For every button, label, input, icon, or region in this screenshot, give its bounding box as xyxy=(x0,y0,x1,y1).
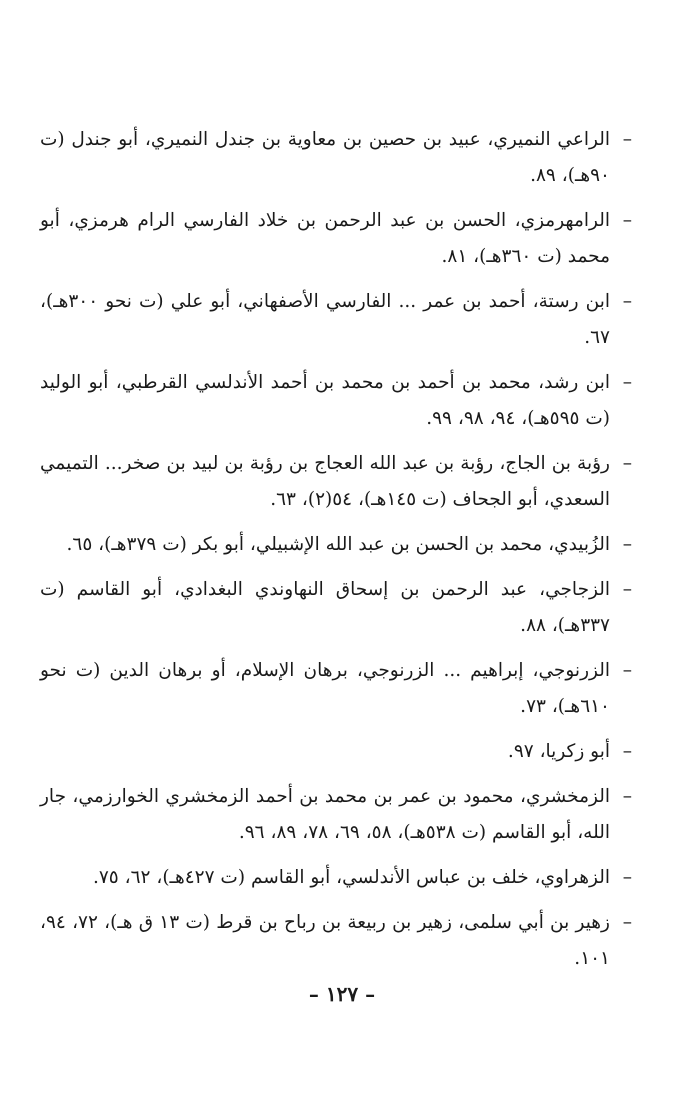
entry-dash: – xyxy=(622,210,632,231)
entry-dash: – xyxy=(622,372,632,393)
entry-text: الراعي النميري، عبيد بن حصين بن معاوية بن جندل النميري، أبو جندل (ت ٩٠هـ)، ٨٩. xyxy=(40,129,610,186)
index-entries xyxy=(40,122,632,986)
index-entry xyxy=(40,527,632,563)
entry-dash: – xyxy=(622,453,632,474)
entry-dash: – xyxy=(622,867,632,888)
entry-text: الزهراوي، خلف بن عباس الأندلسي، أبو القاسم (ت ٤٢٧هـ)، ٦٢، ٧٥. xyxy=(92,867,610,888)
entry-text: زهير بن أبي سلمى، زهير بن ربيعة بن رباح بن قرط (ت ١٣ ق هـ)، ٧٢، ٩٤، ١٠١. xyxy=(40,912,610,969)
index-entry xyxy=(40,779,632,851)
index-entry xyxy=(40,203,632,275)
entry-text: الزمخشري، محمود بن عمر بن محمد بن أحمد الزمخشري الخوارزمي، جار الله، أبو القاسم (ت ٥٣٨هـ)، ٥٨، ٦٩، ٧٨، ٨٩، ٩٦. xyxy=(40,786,610,843)
entry-text: الزرنوجي، إبراهيم ... الزرنوجي، برهان الإسلام، أو برهان الدين (ت نحو ٦١٠هـ)، ٧٣. xyxy=(40,660,610,717)
entry-text: الرامهرمزي، الحسن بن عبد الرحمن بن خلاد الفارسي الرام هرمزي، أبو محمد (ت ٣٦٠هـ)، ٨١. xyxy=(40,210,610,267)
entry-dash: – xyxy=(622,741,632,762)
entry-dash: – xyxy=(622,534,632,555)
index-entry xyxy=(40,653,632,725)
index-entry xyxy=(40,365,632,437)
index-entry xyxy=(40,734,632,770)
entry-dash: – xyxy=(622,660,632,681)
index-entry xyxy=(40,905,632,977)
page-number: – ١٢٧ – xyxy=(308,982,376,1006)
entry-dash: – xyxy=(622,912,632,933)
entry-text: الزُبيدي، محمد بن الحسن بن عبد الله الإشبيلي، أبو بكر (ت ٣٧٩هـ)، ٦٥. xyxy=(66,534,610,555)
index-entry xyxy=(40,860,632,896)
index-entry xyxy=(40,284,632,356)
entry-text: الزجاجي، عبد الرحمن بن إسحاق النهاوندي البغدادي، أبو القاسم (ت ٣٣٧هـ)، ٨٨. xyxy=(40,579,610,636)
index-entry xyxy=(40,446,632,518)
entry-dash: – xyxy=(622,786,632,807)
entry-text: ابن رشد، محمد بن أحمد بن محمد بن أحمد الأندلسي القرطبي، أبو الوليد (ت ٥٩٥هـ)، ٩٤، ٩٨، ٩٩. xyxy=(40,372,610,429)
entry-dash: – xyxy=(622,579,632,600)
index-entry xyxy=(40,572,632,644)
entry-text: ابن رستة، أحمد بن عمر ... الفارسي الأصفهاني، أبو علي (ت نحو ٣٠٠هـ)، ٦٧. xyxy=(40,291,610,348)
entry-dash: – xyxy=(622,129,632,150)
entry-text: رؤبة بن الجاج، رؤبة بن عبد الله العجاج بن رؤبة بن لبيد بن صخر... التميمي السعدي، أبو الجحاف (ت ١٤٥هـ)، ٥٤(٢)، ٦٣. xyxy=(40,453,610,510)
entry-text: أبو زكريا، ٩٧. xyxy=(507,741,610,762)
entry-dash: – xyxy=(622,291,632,312)
index-entry xyxy=(40,122,632,194)
